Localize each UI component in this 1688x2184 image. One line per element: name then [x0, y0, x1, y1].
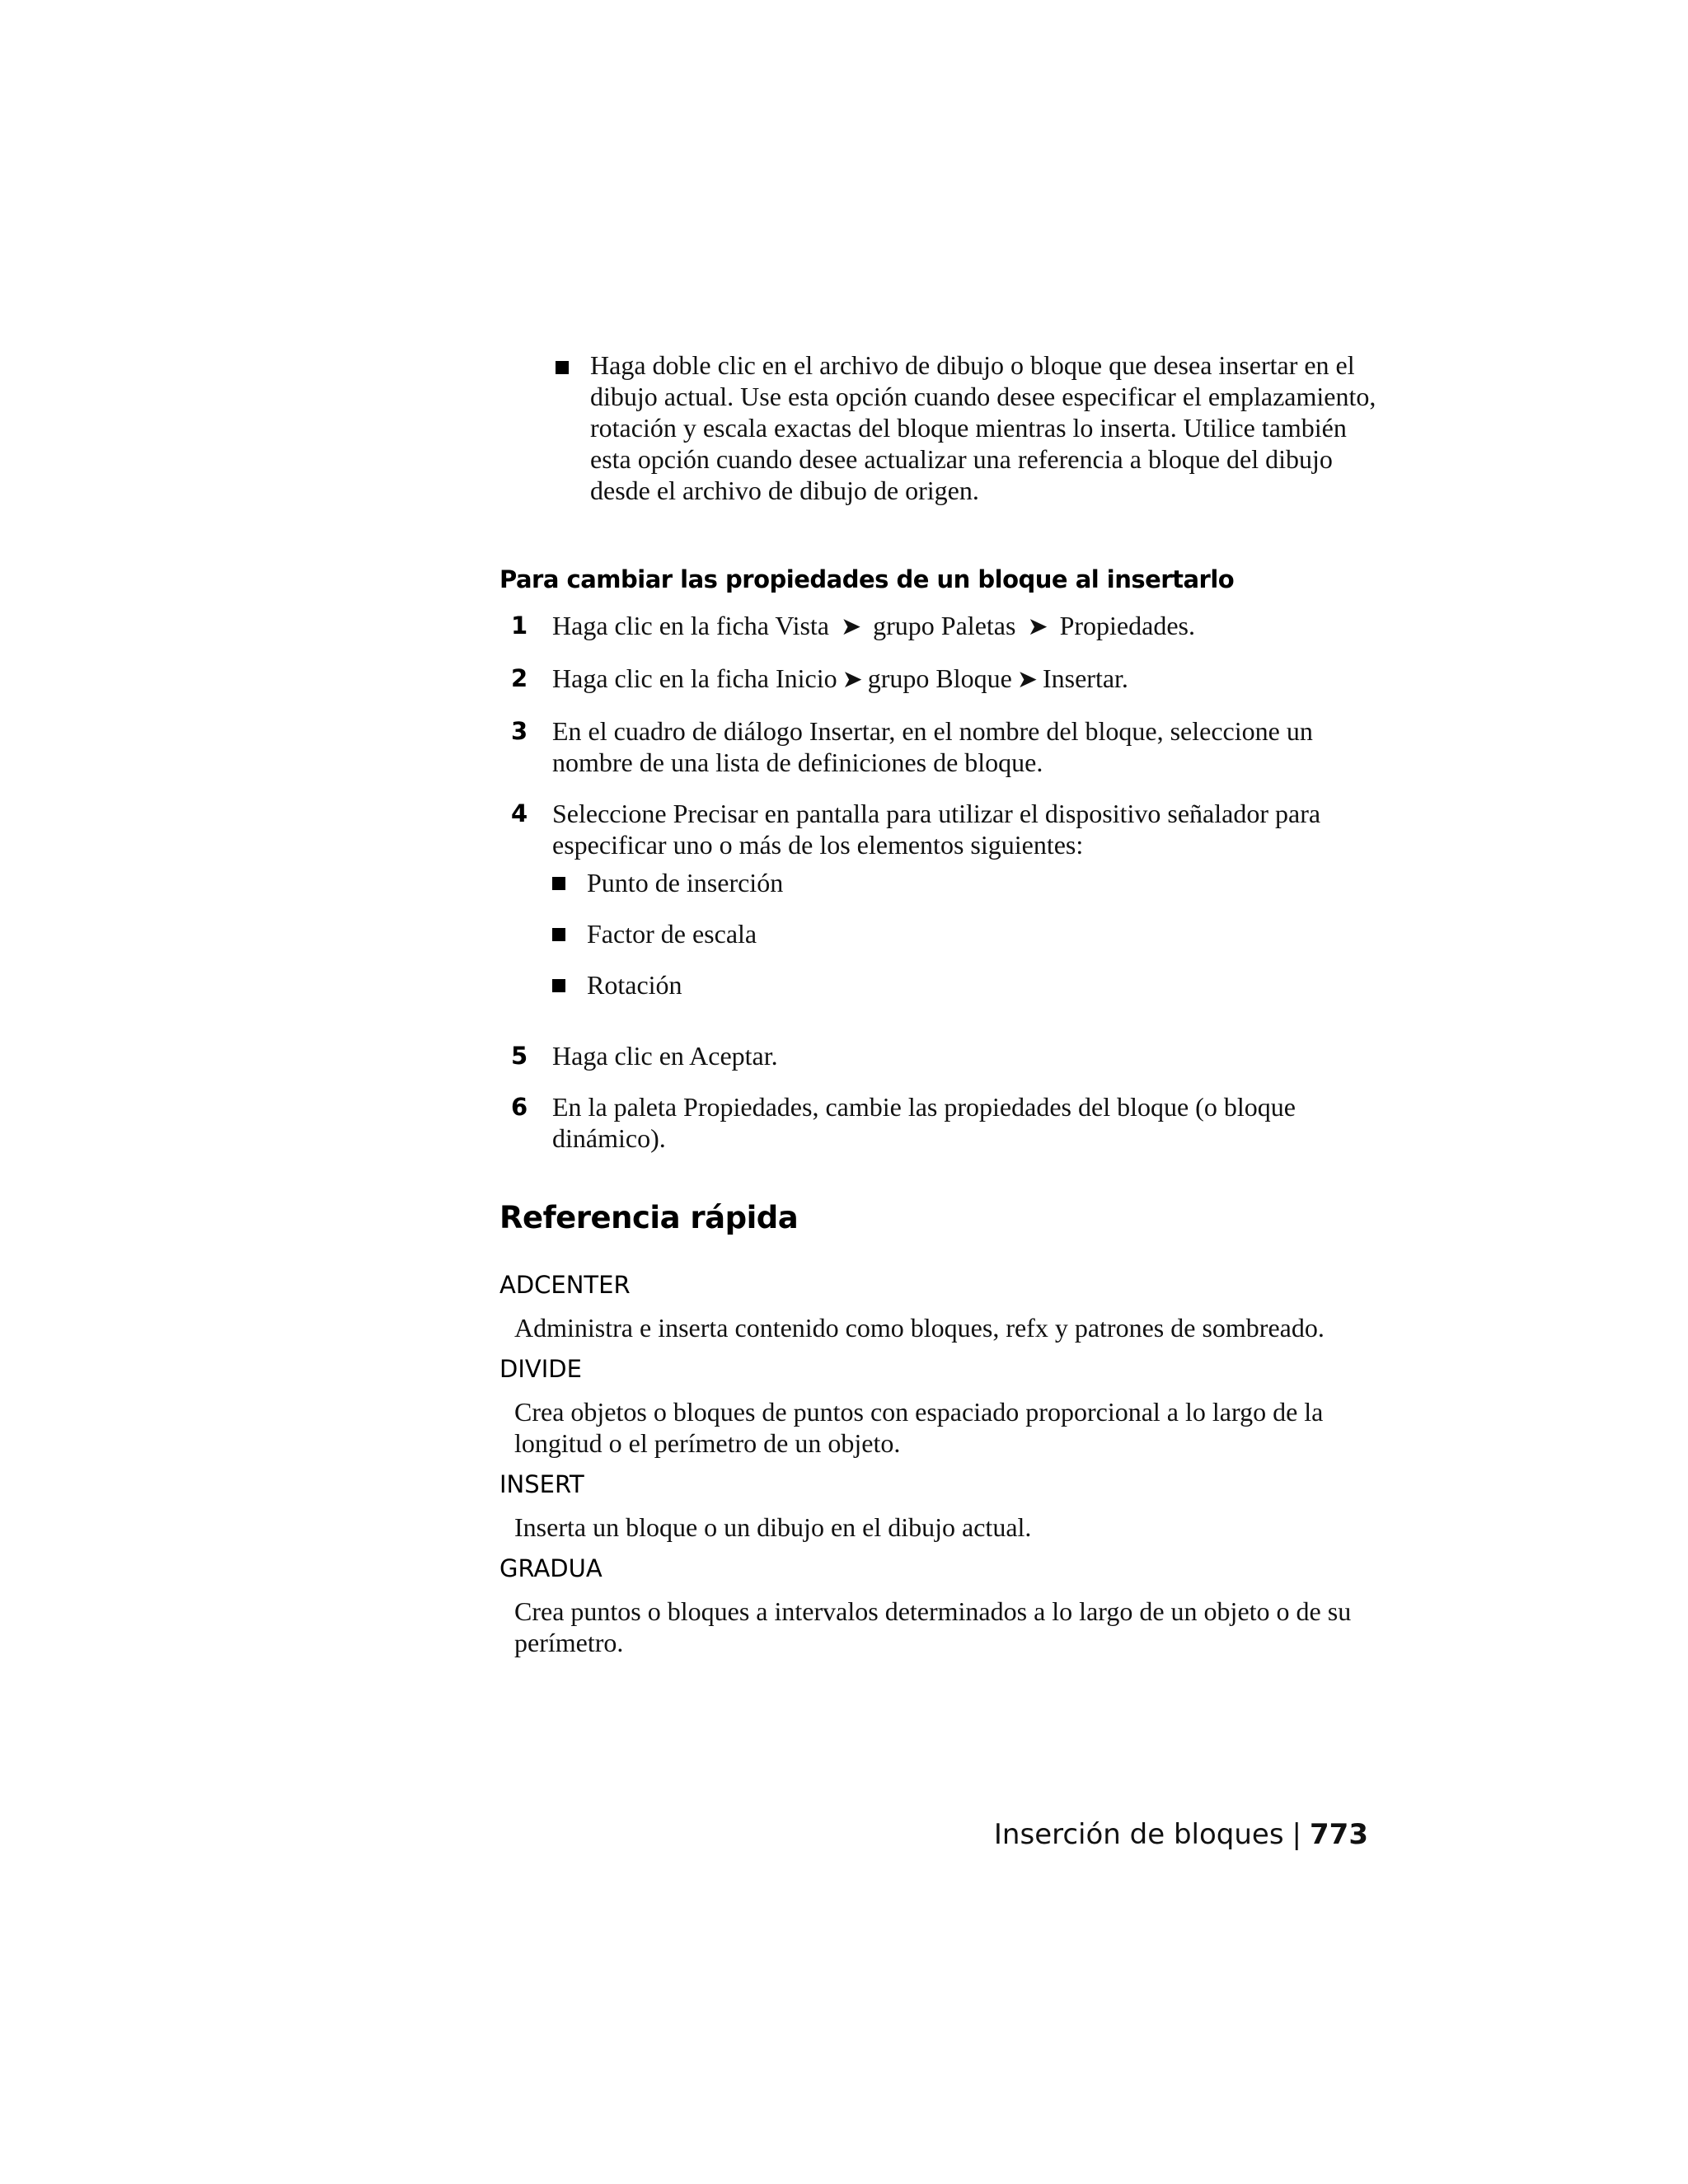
list-item: Rotación — [552, 969, 1385, 1020]
step-text: grupo Paletas — [873, 611, 1016, 640]
arrow-right-icon: ➤ — [842, 666, 863, 693]
procedure-steps — [511, 610, 1385, 1174]
arrow-right-icon: ➤ — [1027, 613, 1048, 640]
procedure-heading: Para cambiar las propiedades de un bloque al insertarlo — [499, 565, 1235, 593]
list-item: Factor de escala — [552, 918, 1385, 969]
step-text: Insertar. — [1042, 663, 1128, 693]
footer-section-title: Inserción de bloques — [993, 1818, 1284, 1851]
step-number: 5 — [511, 1042, 528, 1070]
step-text: Haga clic en la ficha Inicio — [552, 663, 837, 693]
square-bullet-icon — [552, 877, 565, 890]
command-name: GRADUA — [499, 1554, 603, 1582]
page-footer — [994, 1818, 1368, 1851]
command-description: Administra e inserta contenido como bloques, refx y patrones de sombreado. — [514, 1313, 1325, 1343]
arrow-right-icon: ➤ — [1016, 666, 1038, 693]
quick-reference-list — [499, 1269, 1390, 1668]
command-name: DIVIDE — [499, 1355, 582, 1383]
step-5 — [511, 1040, 1385, 1071]
command-name: INSERT — [499, 1470, 584, 1498]
square-bullet-icon — [552, 928, 565, 941]
step-4 — [511, 798, 1385, 1020]
step-text: Seleccione Precisar en pantalla para utilizar el dispositivo señalador para especificar uno o más de los elementos siguientes: — [552, 799, 1321, 860]
command-description: Crea objetos o bloques de puntos con espaciado proporcional a lo largo de la longitud o el perímetro de un objeto. — [514, 1397, 1324, 1458]
step-number: 1 — [511, 612, 528, 640]
intro-bullet — [556, 349, 1380, 506]
quick-reference-title: Referencia rápida — [499, 1200, 799, 1235]
step-3 — [511, 715, 1385, 778]
command-name: ADCENTER — [499, 1271, 631, 1299]
arrow-right-icon: ➤ — [841, 613, 862, 640]
command-description: Inserta un bloque o un dibujo en el dibujo actual. — [514, 1512, 1032, 1542]
intro-bullet-text: Haga doble clic en el archivo de dibujo o bloque que desea insertar en el dibujo actual. Use esta opción cuando desee especificar el emplazamiento, rotación y escala exactas del bloque mientras lo inserta. Utilice también esta opción cuando desee actualizar una referencia a bloque del dibujo desde el archivo de dibujo de origen. — [590, 350, 1376, 505]
step-text: En la paleta Propiedades, cambie las propiedades del bloque (o bloque dinámico). — [552, 1092, 1296, 1153]
step-text: grupo Bloque — [867, 663, 1012, 693]
step-text: Propiedades. — [1059, 611, 1195, 640]
step-number: 4 — [511, 799, 528, 827]
step-1 — [511, 610, 1385, 643]
step-text: En el cuadro de diálogo Insertar, en el nombre del bloque, seleccione un nombre de una lista de definiciones de bloque. — [552, 716, 1313, 777]
step-number: 3 — [511, 717, 528, 745]
square-bullet-icon — [552, 979, 565, 992]
page-number: 773 — [1310, 1818, 1368, 1851]
sub-list — [552, 867, 1385, 1020]
footer-separator: | — [1292, 1818, 1302, 1851]
step-number: 6 — [511, 1093, 528, 1121]
step-text: Haga clic en Aceptar. — [552, 1041, 778, 1071]
step-2 — [511, 663, 1385, 696]
step-6 — [511, 1091, 1385, 1154]
step-text: Haga clic en la ficha Vista — [552, 611, 829, 640]
step-number: 2 — [511, 664, 528, 692]
list-item: Punto de inserción — [552, 867, 1385, 918]
command-description: Crea puntos o bloques a intervalos determinados a lo largo de un objeto o de su perímetro. — [514, 1596, 1352, 1657]
square-bullet-icon — [556, 361, 569, 374]
